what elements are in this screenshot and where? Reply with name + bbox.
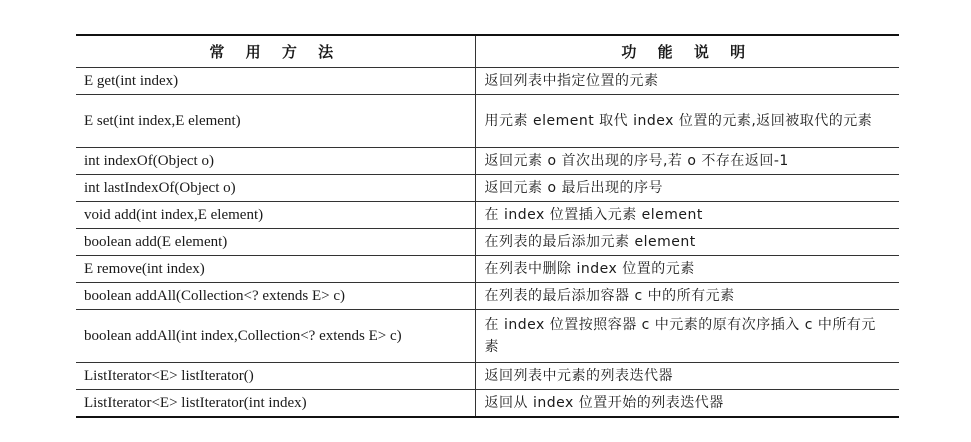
method-cell: E get(int index)	[76, 68, 475, 95]
table-row	[76, 283, 899, 310]
table-header-row	[76, 35, 899, 68]
method-cell: int indexOf(Object o)	[76, 148, 475, 175]
table-row	[76, 175, 899, 202]
method-cell: void add(int index,E element)	[76, 202, 475, 229]
table-row	[76, 202, 899, 229]
description-cell: 在列表的最后添加元素 element	[475, 229, 899, 256]
table-row	[76, 256, 899, 283]
table-row	[76, 310, 899, 363]
method-cell: int lastIndexOf(Object o)	[76, 175, 475, 202]
method-cell: ListIterator<E> listIterator(int index)	[76, 390, 475, 418]
description-cell: 在列表的最后添加容器 c 中的所有元素	[475, 283, 899, 310]
table-row	[76, 68, 899, 95]
description-cell: 在 index 位置插入元素 element	[475, 202, 899, 229]
methods-table	[76, 34, 899, 418]
method-cell: boolean addAll(int index,Collection<? extends E> c)	[76, 310, 475, 363]
header-function-description: 功 能 说 明	[475, 35, 899, 68]
description-cell: 返回元素 o 最后出现的序号	[475, 175, 899, 202]
method-cell: boolean addAll(Collection<? extends E> c)	[76, 283, 475, 310]
description-cell: 返回从 index 位置开始的列表迭代器	[475, 390, 899, 418]
method-cell: E set(int index,E element)	[76, 95, 475, 148]
description-cell: 返回元素 o 首次出现的序号,若 o 不存在返回-1	[475, 148, 899, 175]
description-cell: 用元素 element 取代 index 位置的元素,返回被取代的元素	[475, 95, 899, 148]
table-row	[76, 363, 899, 390]
description-cell: 在列表中删除 index 位置的元素	[475, 256, 899, 283]
table-row	[76, 390, 899, 418]
description-cell: 返回列表中指定位置的元素	[475, 68, 899, 95]
method-cell: ListIterator<E> listIterator()	[76, 363, 475, 390]
table-row	[76, 148, 899, 175]
method-cell: boolean add(E element)	[76, 229, 475, 256]
table-row	[76, 95, 899, 148]
table-row	[76, 229, 899, 256]
description-cell: 返回列表中元素的列表迭代器	[475, 363, 899, 390]
description-cell: 在 index 位置按照容器 c 中元素的原有次序插入 c 中所有元素	[475, 310, 899, 363]
methods-table-container	[76, 34, 899, 418]
method-cell: E remove(int index)	[76, 256, 475, 283]
header-common-methods: 常 用 方 法	[76, 35, 475, 68]
